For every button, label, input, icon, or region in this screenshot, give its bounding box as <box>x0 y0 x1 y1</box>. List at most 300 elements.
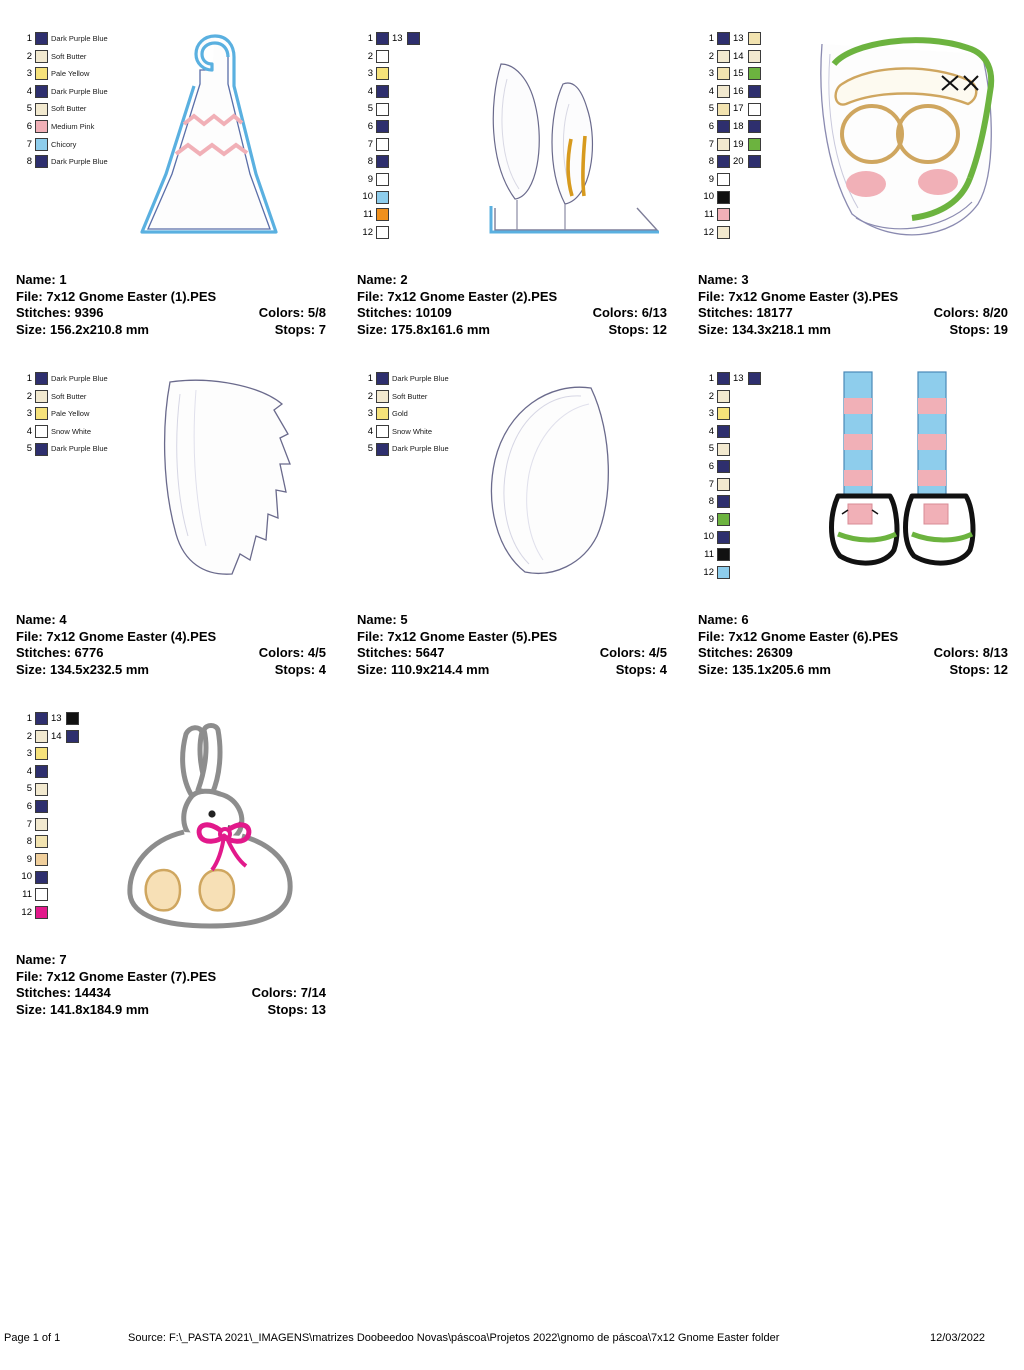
legend-index: 7 <box>367 138 373 150</box>
legend-row <box>357 48 423 66</box>
legend-index: 1 <box>26 33 32 45</box>
legend-row <box>16 388 108 406</box>
color-swatch-2 <box>407 32 420 45</box>
color-swatch <box>717 495 730 508</box>
color-swatch <box>376 67 389 80</box>
design-stitches-colors-line: Stitches: 14434 Colors: 7/14 <box>16 985 326 1000</box>
legend-row <box>16 100 108 118</box>
color-legend-1 <box>16 30 108 171</box>
legend-index: 10 <box>703 191 714 203</box>
color-swatch-2 <box>748 50 761 63</box>
design-size-stops-line: Size: 134.3x218.1 mm Stops: 19 <box>698 321 1008 337</box>
design-preview-5 <box>341 354 681 594</box>
design-info-2 <box>357 272 667 338</box>
legend-row <box>357 188 423 206</box>
design-file-line: File: 7x12 Gnome Easter (7).PES <box>16 968 217 984</box>
legend-row <box>357 206 423 224</box>
legend-index: 9 <box>708 173 714 185</box>
color-swatch <box>717 85 730 98</box>
legend-index: 5 <box>367 103 373 115</box>
legend-index: 4 <box>367 425 373 437</box>
legend-row <box>16 65 108 83</box>
color-swatch <box>35 390 48 403</box>
color-swatch <box>717 425 730 438</box>
legend-index: 5 <box>708 103 714 115</box>
legend-index: 4 <box>26 425 32 437</box>
design-name-line: Name: 4 <box>16 612 67 627</box>
design-preview-3 <box>682 14 1022 254</box>
color-legend-4 <box>16 370 108 458</box>
legend-color-name: Pale Yellow <box>51 409 90 419</box>
legend-index: 3 <box>26 748 32 760</box>
legend-row <box>357 153 423 171</box>
legend-color-name: Chicory <box>51 139 77 149</box>
design-name-line: Name: 6 <box>698 612 749 627</box>
color-swatch <box>717 173 730 186</box>
legend-color-name: Soft Butter <box>51 51 87 61</box>
color-swatch <box>35 871 48 884</box>
legend-color-name: Gold <box>392 409 408 419</box>
color-swatch <box>717 443 730 456</box>
legend-row <box>16 136 108 154</box>
legend-row <box>16 30 108 48</box>
legend-row <box>698 528 764 546</box>
legend-row <box>698 388 764 406</box>
color-swatch <box>376 208 389 221</box>
legend-row <box>16 851 82 869</box>
color-swatch <box>35 425 48 438</box>
design-stitches-colors-line: Stitches: 5647 Colors: 4/5 <box>357 645 667 660</box>
color-swatch <box>376 191 389 204</box>
color-swatch <box>376 407 389 420</box>
color-swatch <box>717 460 730 473</box>
legend-index: 11 <box>704 548 714 560</box>
color-swatch <box>376 32 389 45</box>
design-file-line: File: 7x12 Gnome Easter (3).PES <box>698 288 899 304</box>
design-size-stops-line: Size: 156.2x210.8 mm Stops: 7 <box>16 321 326 337</box>
design-stitches-colors-line: Stitches: 10109 Colors: 6/13 <box>357 305 667 320</box>
legend-index: 12 <box>703 226 714 238</box>
color-swatch <box>376 120 389 133</box>
legend-index-2: 15 <box>733 68 744 80</box>
legend-index: 10 <box>703 531 714 543</box>
legend-row <box>357 83 423 101</box>
legend-color-name: Dark Purple Blue <box>51 374 108 384</box>
legend-row <box>357 118 423 136</box>
legend-index: 3 <box>26 68 32 80</box>
legend-index: 2 <box>26 390 32 402</box>
color-swatch <box>35 818 48 831</box>
source-path: Source: F:\_PASTA 2021\_IMAGENS\matrizes Doobeedoo Novas\páscoa\Projetos 2022\gnomo de páscoa\7x12 Gnome Easter folder <box>128 1332 780 1344</box>
design-preview-6 <box>682 354 1022 594</box>
embroidery-art-beard-right <box>441 364 673 589</box>
legend-index: 2 <box>367 390 373 402</box>
page-number: Page 1 of 1 <box>4 1332 61 1344</box>
legend-index: 1 <box>367 33 373 45</box>
design-cell-2 <box>341 14 681 344</box>
legend-row <box>16 405 108 423</box>
legend-index: 7 <box>26 818 32 830</box>
color-swatch <box>35 138 48 151</box>
legend-row <box>357 388 449 406</box>
color-swatch-2 <box>748 120 761 133</box>
color-swatch-2 <box>748 85 761 98</box>
legend-color-name: Snow White <box>392 426 433 436</box>
design-preview-2 <box>341 14 681 254</box>
color-swatch <box>717 32 730 45</box>
legend-index-2: 16 <box>733 85 744 97</box>
legend-row <box>698 83 764 101</box>
legend-index: 4 <box>708 425 714 437</box>
legend-row <box>698 48 764 66</box>
design-file-line: File: 7x12 Gnome Easter (2).PES <box>357 288 558 304</box>
color-legend-3 <box>698 30 764 241</box>
legend-index: 2 <box>708 390 714 402</box>
color-swatch <box>717 478 730 491</box>
legend-index: 5 <box>367 443 373 455</box>
legend-index-2: 13 <box>392 33 403 45</box>
color-swatch-2 <box>748 155 761 168</box>
design-preview-1 <box>0 14 340 254</box>
legend-row <box>698 458 764 476</box>
color-swatch <box>35 853 48 866</box>
color-swatch <box>376 443 389 456</box>
design-info-4 <box>16 612 326 678</box>
legend-index: 2 <box>708 50 714 62</box>
legend-index: 3 <box>367 68 373 80</box>
color-swatch <box>717 138 730 151</box>
legend-index: 9 <box>708 513 714 525</box>
legend-row <box>357 405 449 423</box>
color-legend-2 <box>357 30 423 241</box>
color-swatch <box>35 906 48 919</box>
legend-index: 6 <box>708 121 714 133</box>
legend-row <box>698 153 764 171</box>
design-info-3 <box>698 272 1008 338</box>
legend-color-name: Medium Pink <box>51 122 95 132</box>
design-size-stops-line: Size: 110.9x214.4 mm Stops: 4 <box>357 661 667 677</box>
legend-index: 3 <box>708 408 714 420</box>
design-stitches-colors-line: Stitches: 9396 Colors: 5/8 <box>16 305 326 320</box>
legend-row <box>698 100 764 118</box>
legend-index-2: 13 <box>733 33 744 45</box>
legend-row <box>698 136 764 154</box>
legend-index: 11 <box>704 208 714 220</box>
color-swatch <box>35 443 48 456</box>
legend-index: 9 <box>367 173 373 185</box>
legend-row <box>16 904 82 922</box>
color-swatch <box>717 226 730 239</box>
design-info-6 <box>698 612 1008 678</box>
color-swatch <box>35 835 48 848</box>
design-file-line: File: 7x12 Gnome Easter (1).PES <box>16 288 217 304</box>
embroidery-art-beard-left <box>100 364 332 589</box>
legend-row <box>698 440 764 458</box>
design-size-stops-line: Size: 135.1x205.6 mm Stops: 12 <box>698 661 1008 677</box>
legend-row <box>698 564 764 582</box>
color-swatch <box>717 513 730 526</box>
color-swatch <box>717 372 730 385</box>
design-preview-7 <box>0 694 340 934</box>
legend-color-name: Soft Butter <box>51 391 87 401</box>
legend-index: 3 <box>26 408 32 420</box>
embroidery-art-boots <box>782 364 1014 589</box>
color-swatch <box>35 372 48 385</box>
color-swatch <box>717 390 730 403</box>
color-swatch <box>717 120 730 133</box>
design-file-line: File: 7x12 Gnome Easter (6).PES <box>698 628 899 644</box>
legend-index: 3 <box>708 68 714 80</box>
legend-index: 2 <box>367 50 373 62</box>
color-swatch <box>376 226 389 239</box>
embroidery-art-ears <box>441 24 673 249</box>
color-swatch <box>35 85 48 98</box>
legend-index: 6 <box>26 121 32 133</box>
design-size-stops-line: Size: 134.5x232.5 mm Stops: 4 <box>16 661 326 677</box>
legend-index-2: 18 <box>733 121 744 133</box>
legend-row <box>357 171 423 189</box>
legend-index: 10 <box>21 871 32 883</box>
design-info-1 <box>16 272 326 338</box>
design-name-line: Name: 2 <box>357 272 408 287</box>
legend-index: 12 <box>362 226 373 238</box>
color-swatch <box>376 173 389 186</box>
legend-index: 11 <box>363 208 373 220</box>
color-swatch <box>717 208 730 221</box>
design-preview-4 <box>0 354 340 594</box>
legend-row <box>357 423 449 441</box>
legend-row <box>16 440 108 458</box>
legend-row <box>698 476 764 494</box>
legend-row <box>16 423 108 441</box>
legend-index: 2 <box>26 50 32 62</box>
legend-index: 12 <box>21 906 32 918</box>
design-cell-3 <box>682 14 1022 344</box>
color-swatch <box>717 67 730 80</box>
color-swatch-2 <box>748 372 761 385</box>
legend-index-2: 17 <box>733 103 744 115</box>
design-name-line: Name: 3 <box>698 272 749 287</box>
legend-color-name: Soft Butter <box>51 104 87 114</box>
design-cell-4 <box>0 354 340 684</box>
color-swatch <box>717 407 730 420</box>
legend-index: 4 <box>26 765 32 777</box>
color-swatch-2 <box>748 32 761 45</box>
legend-row <box>698 171 764 189</box>
design-cell-1 <box>0 14 340 344</box>
legend-index: 10 <box>362 191 373 203</box>
legend-index-2: 14 <box>733 50 744 62</box>
design-info-7 <box>16 952 326 1018</box>
legend-index: 12 <box>703 566 714 578</box>
color-swatch <box>35 783 48 796</box>
color-legend-6 <box>698 370 764 581</box>
legend-row <box>698 188 764 206</box>
legend-color-name: Dark Purple Blue <box>51 34 108 44</box>
legend-index: 4 <box>367 85 373 97</box>
design-file-line: File: 7x12 Gnome Easter (4).PES <box>16 628 217 644</box>
legend-row <box>16 816 82 834</box>
legend-row <box>698 405 764 423</box>
legend-row <box>16 833 82 851</box>
legend-row <box>16 886 82 904</box>
legend-row <box>698 546 764 564</box>
color-swatch-2 <box>66 730 79 743</box>
color-legend-7 <box>16 710 82 921</box>
legend-row <box>698 206 764 224</box>
legend-index: 8 <box>26 836 32 848</box>
color-swatch <box>35 712 48 725</box>
legend-row <box>357 224 423 242</box>
legend-index: 8 <box>26 156 32 168</box>
legend-row <box>16 153 108 171</box>
color-swatch <box>35 50 48 63</box>
legend-color-name: Dark Purple Blue <box>51 86 108 96</box>
legend-index: 7 <box>26 138 32 150</box>
legend-index: 1 <box>708 373 714 385</box>
legend-color-name: Dark Purple Blue <box>51 444 108 454</box>
design-cell-7 <box>0 694 340 1024</box>
legend-index: 4 <box>26 85 32 97</box>
legend-row <box>16 763 82 781</box>
embroidery-art-bunny <box>100 704 332 929</box>
color-swatch <box>376 138 389 151</box>
legend-row <box>16 370 108 388</box>
legend-index-2: 13 <box>733 373 744 385</box>
color-swatch <box>376 155 389 168</box>
legend-row <box>698 118 764 136</box>
color-swatch <box>717 191 730 204</box>
legend-row <box>698 511 764 529</box>
legend-index: 6 <box>26 801 32 813</box>
color-swatch <box>376 103 389 116</box>
legend-row <box>16 745 82 763</box>
legend-index-2: 19 <box>733 138 744 150</box>
design-name-line: Name: 7 <box>16 952 67 967</box>
legend-index: 8 <box>708 496 714 508</box>
legend-index: 5 <box>26 443 32 455</box>
embroidery-art-face <box>782 24 1014 249</box>
color-swatch <box>717 155 730 168</box>
legend-index: 3 <box>367 408 373 420</box>
color-swatch <box>717 50 730 63</box>
color-swatch <box>717 103 730 116</box>
legend-index: 1 <box>26 713 32 725</box>
color-swatch-2 <box>748 103 761 116</box>
color-swatch <box>35 103 48 116</box>
design-info-5 <box>357 612 667 678</box>
color-swatch <box>717 548 730 561</box>
legend-color-name: Dark Purple Blue <box>392 444 449 454</box>
color-swatch <box>35 888 48 901</box>
legend-row <box>16 798 82 816</box>
design-stitches-colors-line: Stitches: 26309 Colors: 8/13 <box>698 645 1008 660</box>
design-stitches-colors-line: Stitches: 18177 Colors: 8/20 <box>698 305 1008 320</box>
design-stitches-colors-line: Stitches: 6776 Colors: 4/5 <box>16 645 326 660</box>
design-name-line: Name: 1 <box>16 272 67 287</box>
color-swatch <box>35 155 48 168</box>
legend-index: 5 <box>26 103 32 115</box>
legend-index: 2 <box>26 730 32 742</box>
legend-color-name: Dark Purple Blue <box>392 374 449 384</box>
legend-row <box>698 65 764 83</box>
legend-row <box>698 493 764 511</box>
legend-index: 1 <box>708 33 714 45</box>
design-cell-5 <box>341 354 681 684</box>
legend-row <box>357 136 423 154</box>
color-swatch <box>35 747 48 760</box>
legend-row <box>16 710 82 728</box>
legend-index: 11 <box>22 888 32 900</box>
legend-row <box>357 440 449 458</box>
legend-row <box>698 370 764 388</box>
legend-color-name: Soft Butter <box>392 391 428 401</box>
color-swatch <box>35 32 48 45</box>
print-date: 12/03/2022 <box>930 1332 986 1344</box>
legend-row <box>16 868 82 886</box>
design-size-stops-line: Size: 175.8x161.6 mm Stops: 12 <box>357 321 667 337</box>
legend-index: 9 <box>26 853 32 865</box>
legend-row <box>357 370 449 388</box>
color-swatch <box>376 390 389 403</box>
legend-index-2: 14 <box>51 730 62 742</box>
color-swatch <box>376 372 389 385</box>
legend-row <box>16 728 82 746</box>
legend-index: 4 <box>708 85 714 97</box>
legend-color-name: Dark Purple Blue <box>51 157 108 167</box>
legend-row <box>698 224 764 242</box>
legend-index-2: 13 <box>51 713 62 725</box>
legend-index: 8 <box>367 156 373 168</box>
color-swatch <box>376 50 389 63</box>
color-legend-5 <box>357 370 449 458</box>
design-file-line: File: 7x12 Gnome Easter (5).PES <box>357 628 558 644</box>
legend-row <box>698 423 764 441</box>
legend-index: 5 <box>26 783 32 795</box>
legend-index: 8 <box>708 156 714 168</box>
legend-row <box>16 48 108 66</box>
legend-row <box>16 118 108 136</box>
legend-row <box>357 65 423 83</box>
legend-row <box>16 83 108 101</box>
embroidery-art-hat <box>100 24 332 249</box>
legend-row <box>698 30 764 48</box>
color-swatch <box>376 85 389 98</box>
legend-index: 1 <box>367 373 373 385</box>
legend-color-name: Snow White <box>51 426 92 436</box>
legend-row <box>16 780 82 798</box>
color-swatch <box>35 120 48 133</box>
color-swatch-2 <box>66 712 79 725</box>
legend-index: 5 <box>708 443 714 455</box>
color-swatch-2 <box>748 67 761 80</box>
legend-index: 7 <box>708 478 714 490</box>
legend-color-name: Pale Yellow <box>51 69 90 79</box>
color-swatch <box>35 67 48 80</box>
design-size-stops-line: Size: 141.8x184.9 mm Stops: 13 <box>16 1001 326 1017</box>
color-swatch <box>35 730 48 743</box>
legend-index: 6 <box>708 461 714 473</box>
color-swatch <box>35 765 48 778</box>
color-swatch <box>35 800 48 813</box>
color-swatch <box>717 566 730 579</box>
legend-index: 1 <box>26 373 32 385</box>
design-name-line: Name: 5 <box>357 612 408 627</box>
legend-row <box>357 100 423 118</box>
color-swatch <box>376 425 389 438</box>
color-swatch-2 <box>748 138 761 151</box>
color-swatch <box>35 407 48 420</box>
